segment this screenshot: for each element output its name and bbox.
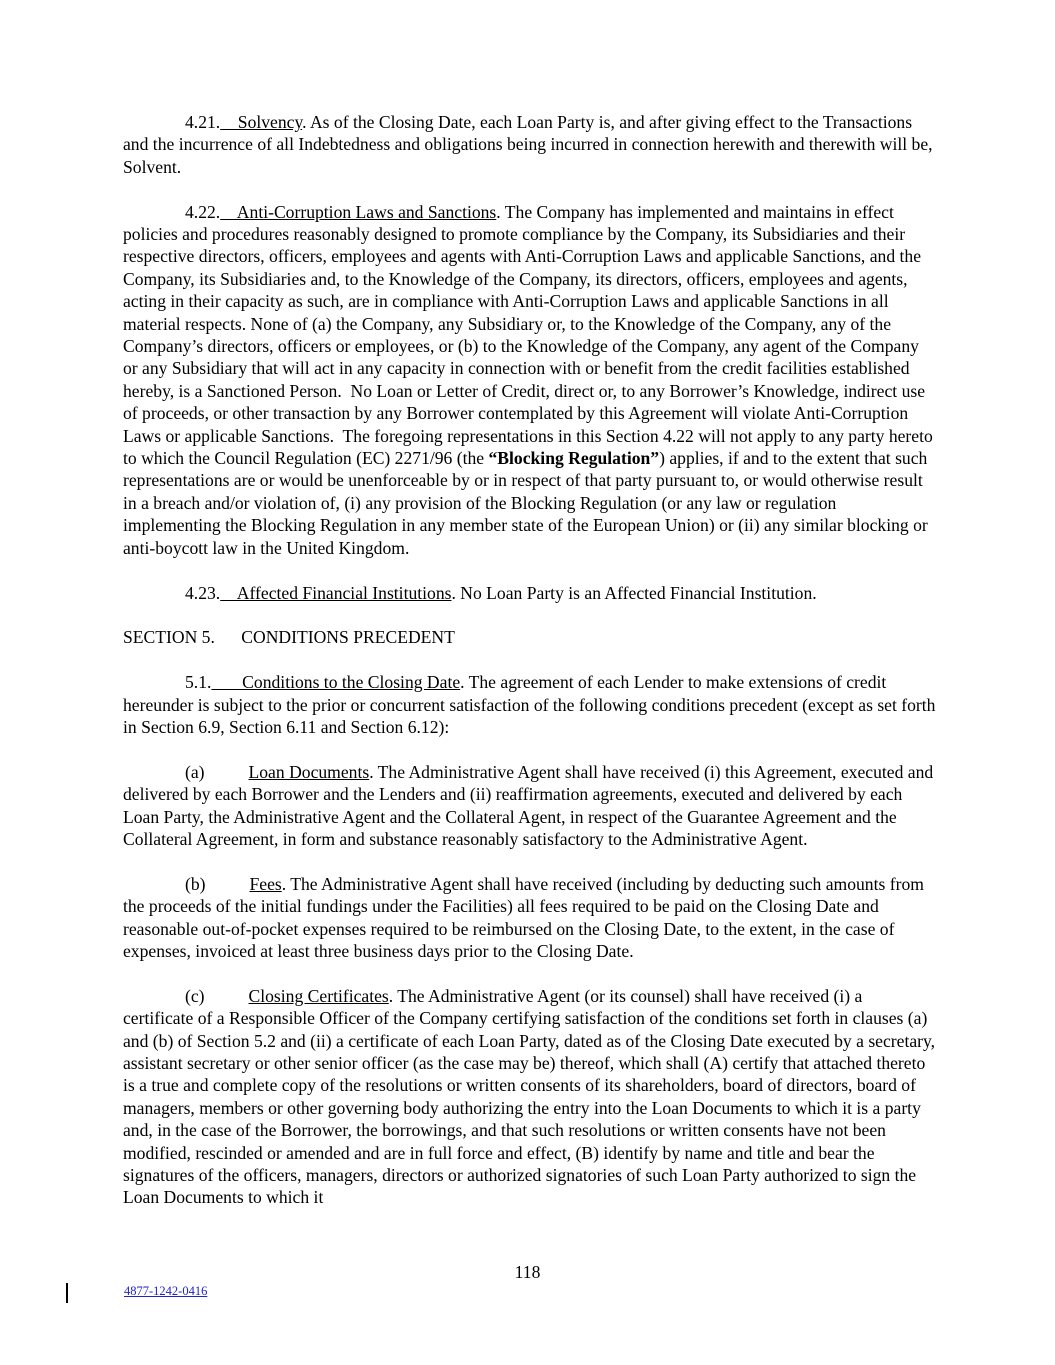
- revision-change-bar: [66, 1283, 68, 1303]
- section-4-21: [123, 111, 937, 178]
- clause-b-text: . The Administrative Agent shall have received (including by deducting such amounts from the proceeds of the initial fundings under the Facilities) all fees required to be paid on the Closing Date and reasonable out-of-pocket expenses required to be reimbursed on the Closing Date, to the extent, in the case of expenses, invoiced at least three business days prior to the Closing Date.: [123, 873, 929, 961]
- defined-term-blocking-regulation: “Blocking Regulation”: [488, 448, 660, 469]
- section-5-1-number: 5.1.: [185, 672, 212, 693]
- section-4-22-text-2: ) applies, if and to the extent that such representations are or would be unenforceable by or in respect of that party pursuant to, or would otherwise result in a breach and/or violation of, (i) any provision of the Blocking Regulation (or any law or regulation implementing the Blocking Regulation in any member state of the European Union) or (ii) any similar blocking or anti-boycott law in the United Kingdom.: [123, 448, 933, 558]
- section-5-label: SECTION 5.: [123, 627, 242, 648]
- section-4-23-heading: Affected Financial Institutions: [220, 582, 452, 603]
- clause-c: [123, 985, 940, 1209]
- clause-a-heading: Loan Documents: [248, 761, 370, 782]
- section-4-22: [123, 201, 937, 560]
- clause-a-letter: (a): [185, 761, 249, 782]
- section-5-1-heading: Conditions to the Closing Date: [211, 672, 461, 693]
- section-4-22-text-1: . The Company has implemented and maintains in effect policies and procedures reasonably designed to promote compliance by the Company, its Subsidiaries and their respective directors, officers, employees and agents with Anti-Corruption Laws and applicable Sanctions, and the Company, its Subsidiaries and, to the Knowledge of the Company, its directors, officers, employees and agents, acting in their capacity as such, are in compliance with Anti-Corruption Laws and applicable Sanctions in all material respects. None of (a) the Company, any Subsidiary or, to the Knowledge of the Company, any of the Company’s directors, officers or employees, or (b) to the Knowledge of the Company, any agent of the Company or any Subsidiary that will act in any capacity in connection with or benefit from the credit facilities established hereby, is a Sanctioned Person. No Loan or Letter of Credit, direct or, to any Borrower’s Knowledge, indirect use of proceeds, or other transaction by any Borrower contemplated by this Agreement will violate Anti-Corruption Laws or applicable Sanctions. The foregoing representations in this Section 4.22 will not apply to any party hereto to which the Council Regulation (EC) 2271/96 (the: [123, 201, 938, 469]
- section-4-21-text: . As of the Closing Date, each Loan Party is, and after giving effect to the Transactions and the incurrence of all Indebtedness and obligations being incurred in connection herewith and therewith will be, Solvent.: [123, 112, 937, 177]
- page-number: 118: [514, 1262, 541, 1282]
- section-4-21-heading: Solvency: [220, 112, 303, 132]
- section-4-23: [123, 582, 937, 604]
- section-5-1: [123, 671, 940, 738]
- document-body: [123, 111, 940, 1209]
- clause-c-text: . The Administrative Agent (or its counsel) shall have received (i) a certificate of a Responsible Officer of the Company certifying satisfaction of the conditions set forth in clauses (a) and (b) of Section 5.2 and (ii) a certificate of each Loan Party, dated as of the Closing Date executed by a secretary, assistant secretary or other senior officer (as the case may be) thereof, which shall (A) certify that attached thereto is a true and complete copy of the resolutions or written consents of its shareholders, board of directors, board of managers, members or other governing body authorizing the entry into the Loan Documents to which it is a party and, in the case of the Borrower, the borrowings, and that such resolutions or written consents have not been modified, rescinded or amended and are in full force and effect, (B) identify by name and title and bear the signatures of the officers, managers, directors or authorized signatories of such Loan Party authorized to sign the Loan Documents to which it: [123, 985, 940, 1208]
- clause-b: [123, 873, 937, 963]
- section-4-23-number: 4.23.: [185, 582, 221, 603]
- clause-c-heading: Closing Certificates: [248, 985, 389, 1006]
- clause-a: [123, 761, 937, 851]
- section-5-1-text: . The agreement of each Lender to make extensions of credit hereunder is subject to the prior or concurrent satisfaction of the following conditions precedent (except as set forth in Section 6.9, Section 6.11 and Section 6.12):: [123, 672, 940, 737]
- clause-c-letter: (c): [185, 985, 249, 1006]
- section-4-22-heading: Anti-Corruption Laws and Sanctions: [220, 201, 497, 222]
- section-5-heading: [123, 626, 937, 648]
- section-4-22-number: 4.22.: [185, 201, 221, 222]
- clause-b-letter: (b): [185, 873, 250, 894]
- section-4-23-text: . No Loan Party is an Affected Financial Institution.: [451, 582, 817, 603]
- document-id-stamp: 4877-1242-0416: [124, 1284, 208, 1298]
- clause-a-text: . The Administrative Agent shall have received (i) this Agreement, executed and delivered by each Borrower and the Lenders and (ii) reaffirmation agreements, executed and delivered by each Loan Party, the Administrative Agent and the Collateral Agent, in respect of the Guarantee Agreement and the Collateral Agreement, in form and substance reasonably satisfactory to the Administrative Agent.: [123, 761, 938, 849]
- clause-b-heading: Fees: [249, 873, 282, 894]
- section-5-title: CONDITIONS PRECEDENT: [241, 627, 455, 648]
- section-4-21-number: 4.21.: [185, 112, 221, 132]
